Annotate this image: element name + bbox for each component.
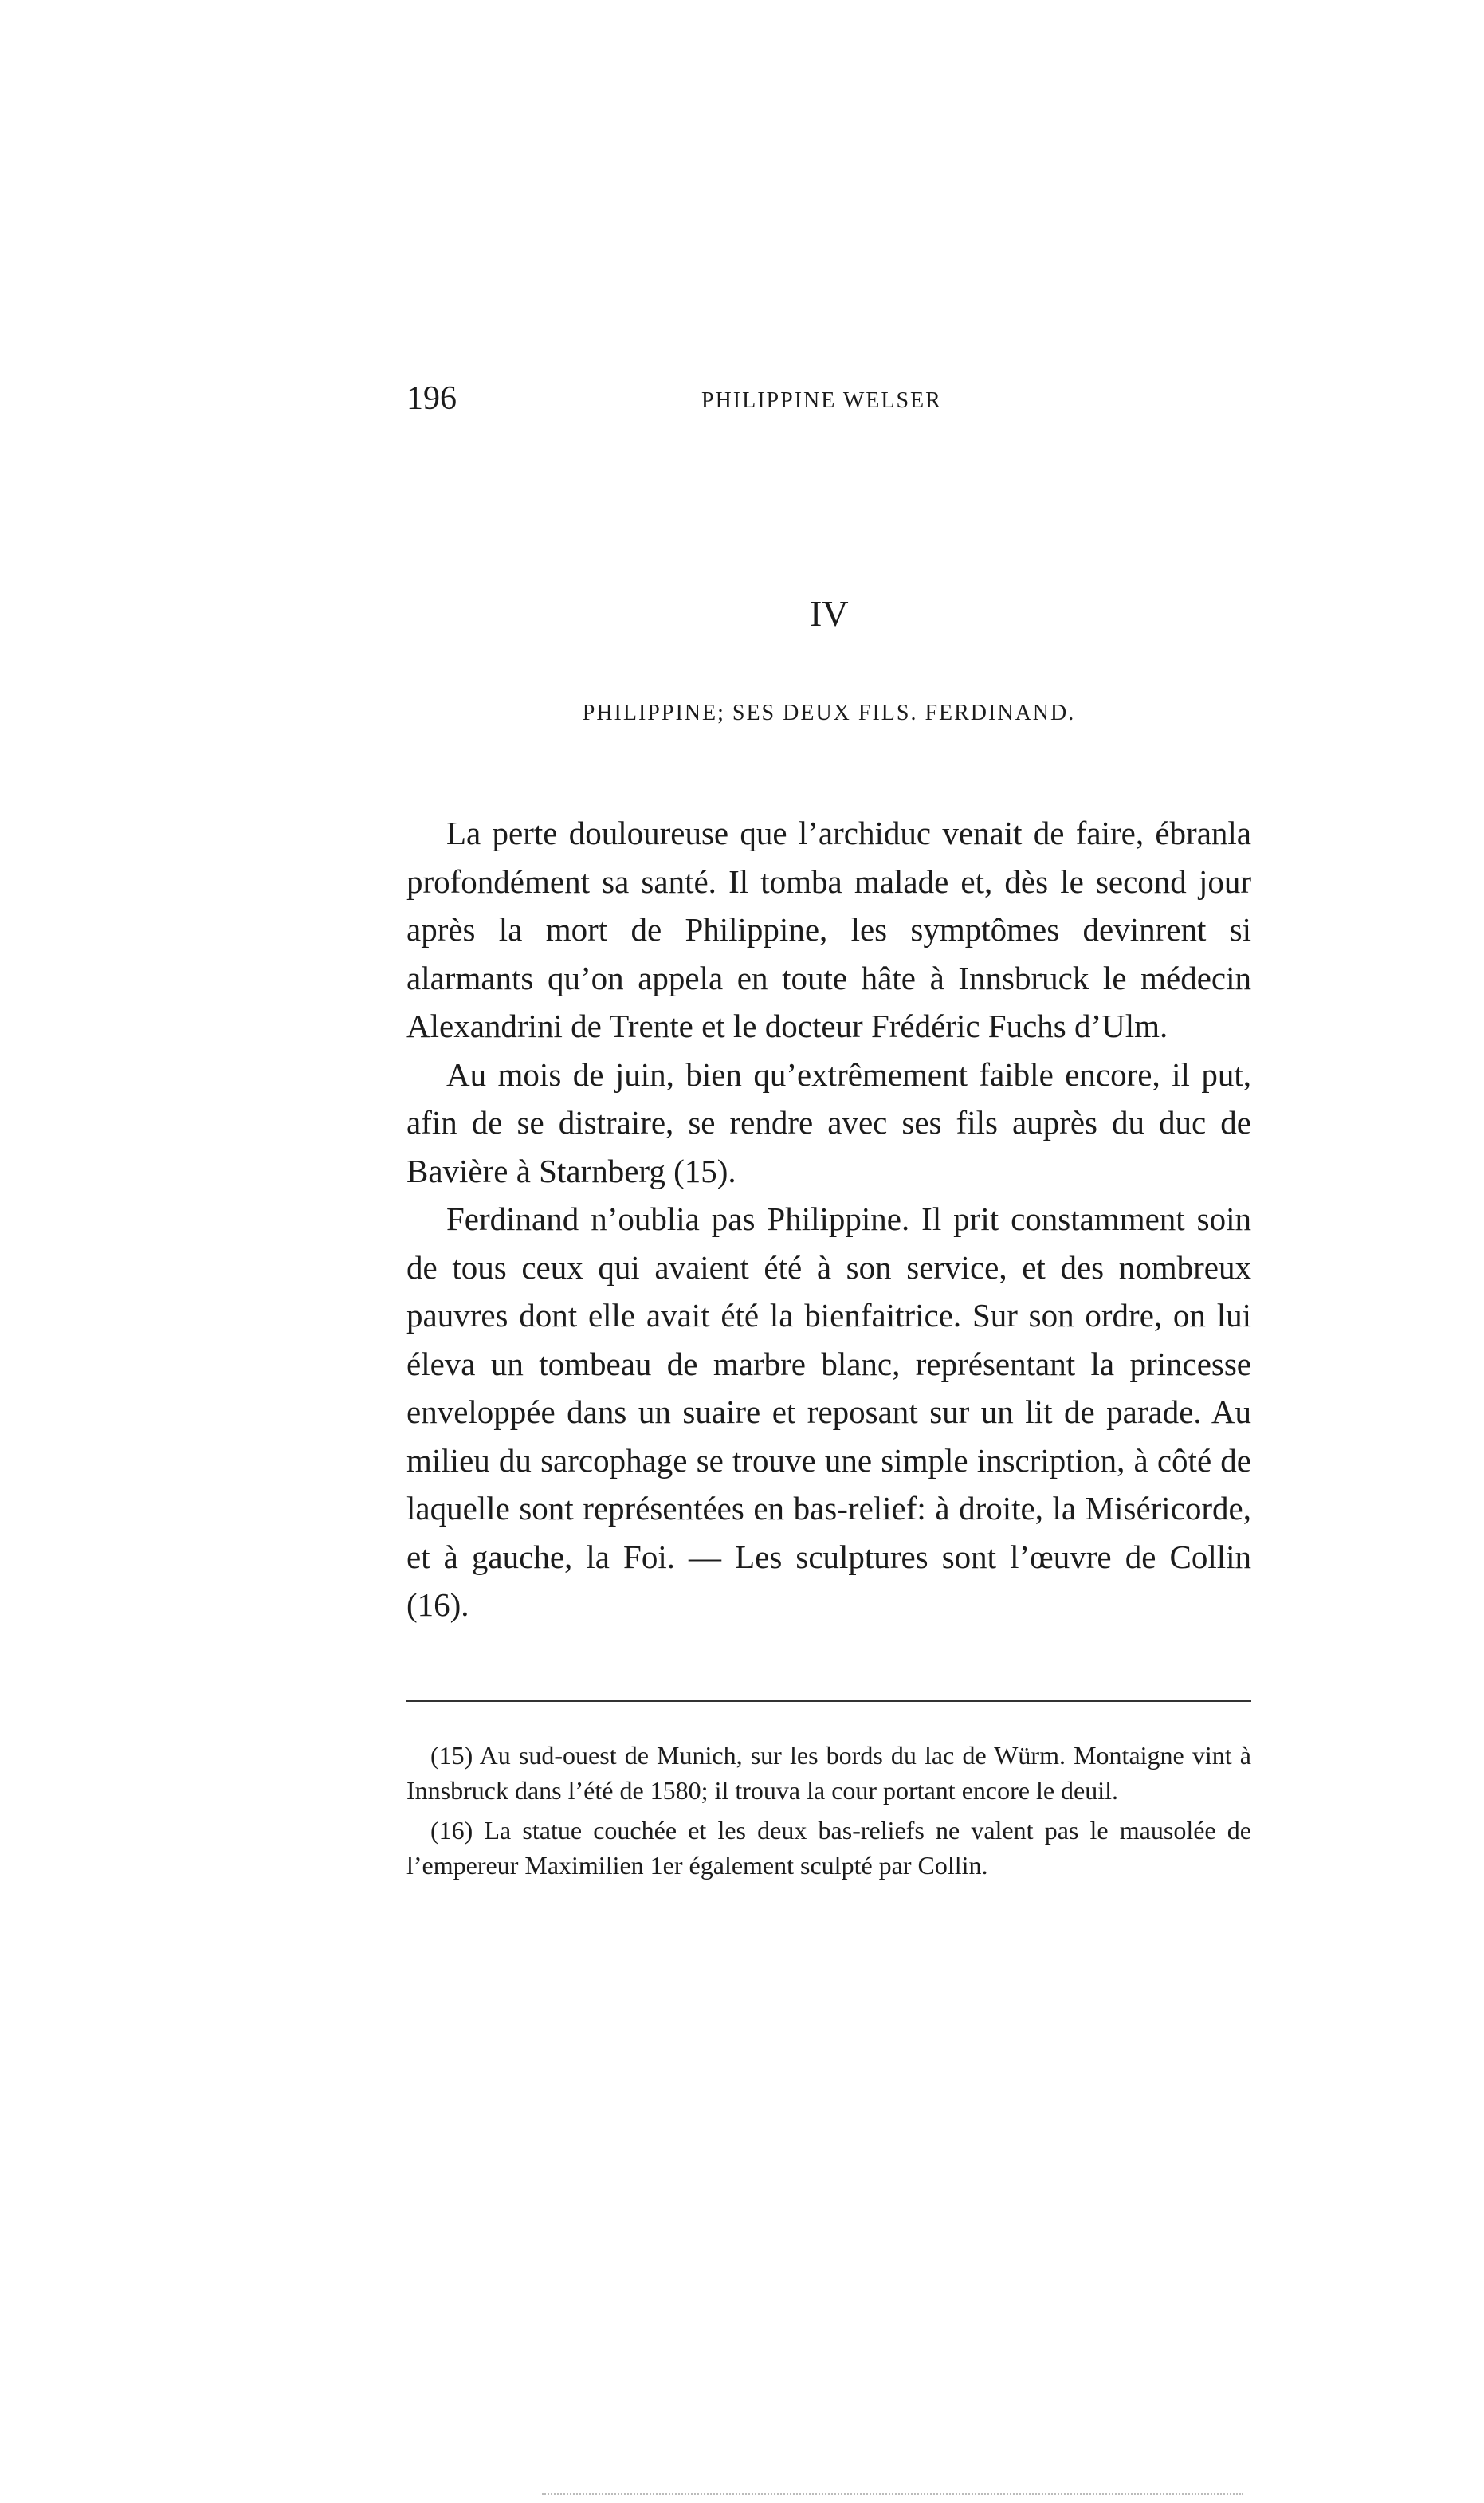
chapter-number: IV <box>810 593 849 634</box>
footnote: (16) La statue couchée et les deux bas-reliefs ne valent pas le mausolée de l’empereur Maximilien 1er également sculpté par Collin. <box>406 1816 1251 1880</box>
paragraph: Ferdinand n’oublia pas Philippine. Il prit constamment soin de tous ceux qui avaient été à son service, et des nombreux pauvres dont elle avait été la bienfaitrice. Sur son ordre, on lui éleva un tombeau de marbre blanc, représentant la princesse enveloppée dans un suaire et reposant sur un lit de parade. Au milieu du sarcophage se trouve une simple inscription, à côté de laquelle sont représentées en bas-relief: à droite, la Miséricorde, et à gauche, la Foi. — Les sculptures sont l’œuvre de Collin (16). <box>406 1200 1251 1623</box>
running-head <box>406 375 1251 422</box>
chapter-title: PHILIPPINE; SES DEUX FILS. FERDINAND. <box>582 701 1076 725</box>
paragraph: La perte douloureuse que l’archiduc venait de faire, ébranla profondément sa santé. Il tomba malade et, dès le second jour après la mort de Philippine, les symptômes devinrent si alarmants qu’on appela en toute hâte à Innsbruck le médecin Alexandrini de Trente et le docteur Frédéric Fuchs d’Ulm. <box>406 815 1251 1044</box>
footnote-rule <box>406 1700 1251 1702</box>
running-title: PHILIPPINE WELSER <box>701 388 942 413</box>
scan-edge-marks <box>542 2493 1243 2498</box>
footnote: (15) Au sud-ouest de Munich, sur les bords du lac de Würm. Montaigne vint à Innsbruck dans l’été de 1580; il trouva la cour portant encore le deuil. <box>406 1741 1251 1805</box>
paragraph: Au mois de juin, bien qu’extrêmement faible encore, il put, afin de se distraire, se rendre avec ses fils auprès du duc de Bavière à Starnberg (15). <box>406 1055 1251 1189</box>
body-text <box>406 809 1251 1629</box>
footnotes <box>406 1738 1251 1888</box>
page-number: 196 <box>406 380 457 417</box>
